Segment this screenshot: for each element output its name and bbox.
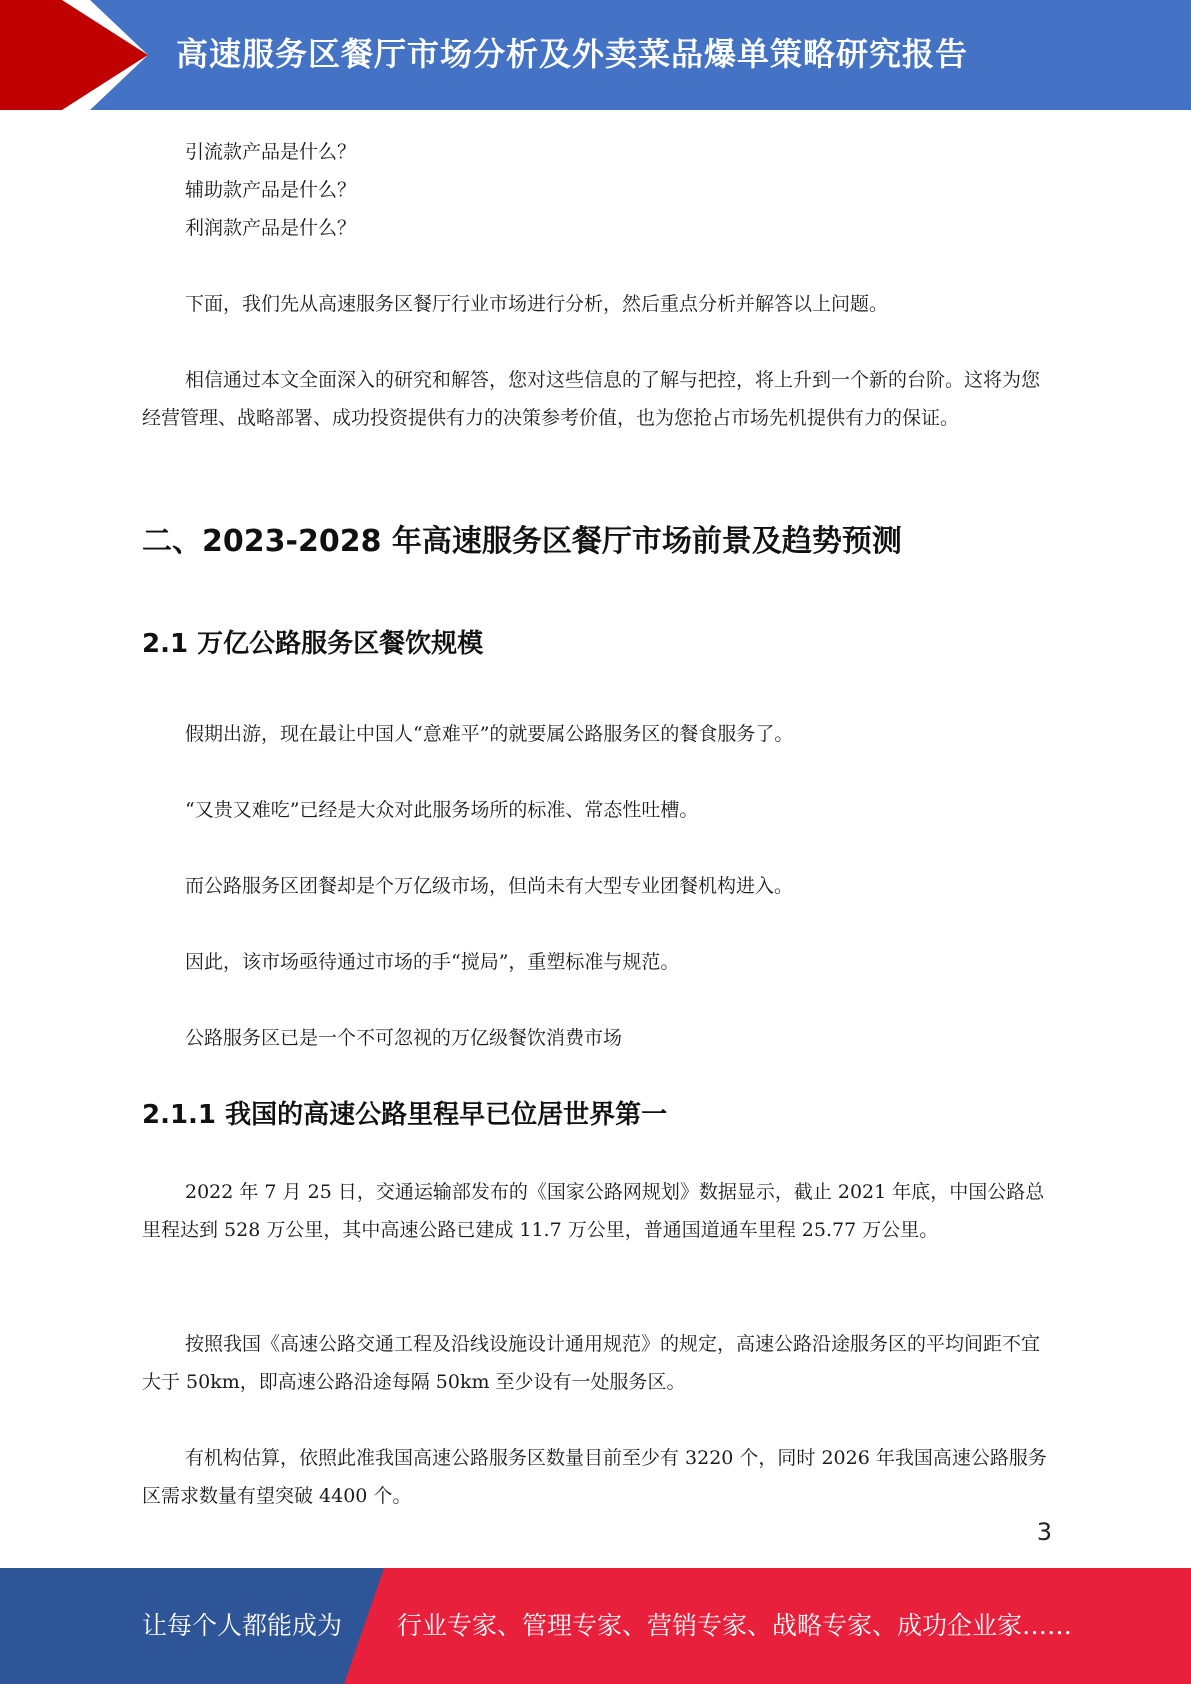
question-auxiliary-product: 辅助款产品是什么？	[185, 179, 357, 201]
section-heading: 二、2023-2028 年高速服务区餐厅市场前景及趋势预测	[142, 524, 902, 559]
page-header	[0, 0, 1191, 110]
footer-slogan: 让每个人都能成为	[142, 1611, 343, 1640]
subsection-heading-2-1-1: 2.1.1 我国的高速公路里程早已位居世界第一	[142, 1100, 668, 1130]
page-number: 3	[1036, 1518, 1052, 1546]
question-profit-product: 利润款产品是什么？	[185, 217, 357, 239]
report-title: 高速服务区餐厅市场分析及外卖菜品爆单策略研究报告	[176, 35, 969, 73]
paragraph-holiday-travel: 假期出游，现在最让中国人“意难平”的就要属公路服务区的餐食服务了。	[185, 723, 794, 745]
value-paragraph: 相信通过本文全面深入的研究和解答，您对这些信息的了解与把控，将上升到一个新的台阶。这将为您经营管理、战略部署、成功投资提供有力的决策参考价值，也为您抢占市场先机提供有力的保证。	[142, 369, 1041, 429]
footer-expert-list: 行业专家、管理专家、营销专家、战略专家、成功企业家……	[397, 1611, 1073, 1640]
paragraph-service-area-spacing: 按照我国《高速公路交通工程及沿线设施设计通用规范》的规定，高速公路沿途服务区的平均间距不宜大于 50km，即高速公路沿途每隔 50km 至少设有一处服务区。	[142, 1333, 1041, 1393]
paragraph-trillion-market: 而公路服务区团餐却是个万亿级市场，但尚未有大型专业团餐机构进入。	[185, 875, 794, 897]
page-footer	[0, 1568, 1191, 1684]
paragraph-consumption-market: 公路服务区已是一个不可忽视的万亿级餐饮消费市场	[185, 1027, 623, 1049]
paragraph-highway-mileage: 2022 年 7 月 25 日，交通运输部发布的《国家公路网规划》数据显示，截止 2021 年底，中国公路总里程达到 528 万公里，其中高速公路已建成 11.7 万公里，普通国道通车里程 25.77 万公里。	[142, 1181, 1045, 1241]
paragraph-service-area-count: 有机构估算，依照此准我国高速公路服务区数量目前至少有 3220 个，同时 2026 年我国高速公路服务区需求数量有望突破 4400 个。	[142, 1447, 1047, 1507]
question-traffic-product: 引流款产品是什么？	[185, 141, 357, 163]
intro-paragraph: 下面，我们先从高速服务区餐厅行业市场进行分析，然后重点分析并解答以上问题。	[185, 293, 889, 315]
paragraph-reshape-standards: 因此，该市场亟待通过市场的手“搅局”，重塑标准与规范。	[185, 951, 680, 973]
paragraph-expensive-complaint: “又贵又难吃”已经是大众对此服务场所的标准、常态性吐槽。	[185, 799, 699, 821]
subsection-heading-2-1: 2.1 万亿公路服务区餐饮规模	[142, 629, 484, 659]
